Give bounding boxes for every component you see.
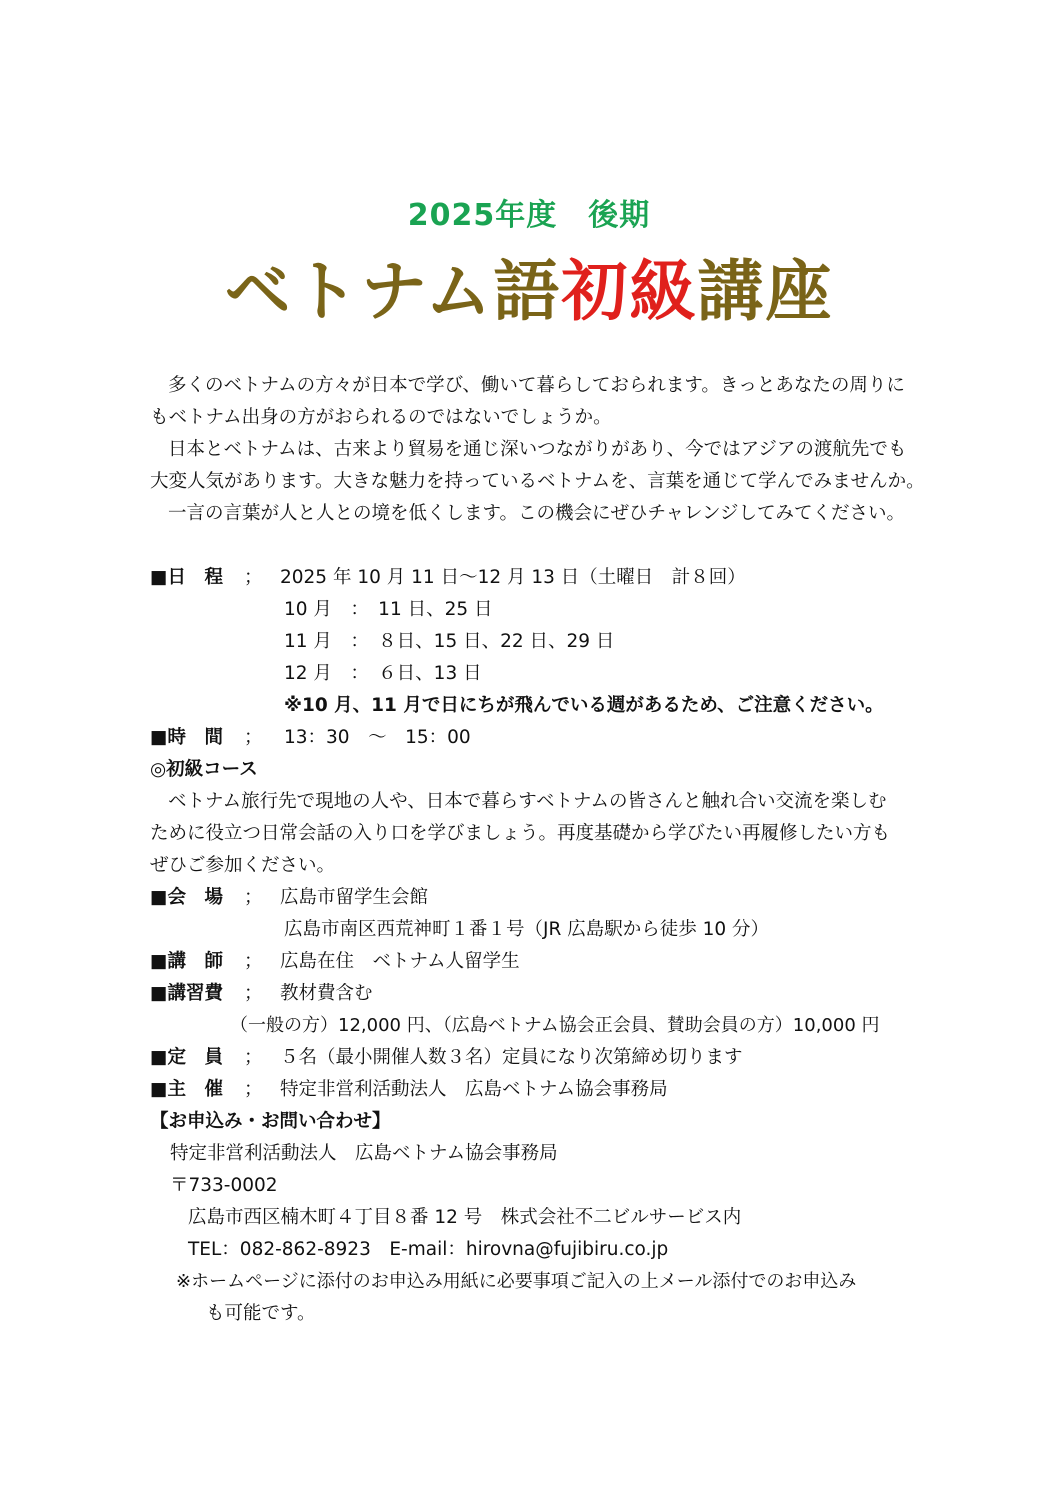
contact-heading: 【お申込み・お問い合わせ】 [150, 1111, 391, 1132]
title-part-level: 初級 [561, 253, 698, 330]
fee-label: ■講習費 [150, 983, 223, 1004]
contact-note-line1: ※ホームページに添付のお申込み用紙に必要事項ご記入の上メール添付でのお申込み [176, 1271, 857, 1292]
venue-label: ■会 場 [150, 887, 223, 908]
time-value: 13：30 ～ 15：00 [284, 727, 471, 748]
title-part-language: ベトナム語 [224, 253, 562, 330]
instructor-value: 広島在住 ベトナム人留学生 [280, 951, 520, 972]
capacity-separator: ； [244, 1047, 263, 1068]
instructor-label: ■講 師 [150, 951, 223, 972]
intro-p2-line1: 日本とベトナムは、古来より貿易を通じ深いつながりがあり、今ではアジアの渡航先でも [168, 439, 907, 460]
venue-value: 広島市留学生会館 [280, 887, 429, 908]
page-title [0, 252, 1058, 332]
contact-postal-code: 〒733-0002 [170, 1175, 278, 1196]
schedule-label: ■日 程 [150, 567, 223, 588]
fee-separator: ； [244, 983, 263, 1004]
capacity-label: ■定 員 [150, 1047, 223, 1068]
intro-p2-line2: 大変人気があります。大きな魅力を持っているベトナムを、言葉を通じて学んでみませんか。 [150, 471, 925, 492]
time-label: ■時 間 [150, 727, 223, 748]
instructor-separator: ； [244, 951, 263, 972]
schedule-separator: ； [244, 567, 263, 588]
organizer-label: ■主 催 [150, 1079, 223, 1100]
contact-tel-email: TEL：082-862-8923 E-mail：hirovna@fujibiru.co.jp [188, 1239, 669, 1260]
organizer-separator: ； [244, 1079, 263, 1100]
course-heading: ◎初級コース [150, 759, 258, 780]
fee-value: 教材費含む [280, 983, 373, 1004]
venue-address: 広島市南区西荒神町１番１号（JR 広島駅から徒歩 10 分） [284, 919, 769, 940]
course-line3: ぜひご参加ください。 [150, 855, 336, 876]
contact-note-line2: も可能です。 [206, 1303, 316, 1324]
intro-p3-line1: 一言の言葉が人と人との境を低くします。この機会にぜひチャレンジしてみてください。 [168, 503, 906, 524]
schedule-value: 2025 年 10 月 11 日～12 月 13 日（土曜日 計８回） [280, 567, 746, 588]
course-line2: ために役立つ日常会話の入り口を学びましょう。再度基礎から学びたい再履修したい方も [150, 823, 891, 844]
term-subtitle: 2025年度 後期 [407, 198, 651, 233]
intro-p1-line1: 多くのベトナムの方々が日本で学び、働いて暮らしておられます。きっとあなたの周りに [168, 375, 905, 396]
course-line1: ベトナム旅行先で現地の人や、日本で暮らすベトナムの皆さんと触れ合い交流を楽しむ [168, 791, 887, 812]
schedule-october: 10 月 ： 11 日、25 日 [284, 599, 493, 620]
title-part-course: 講座 [697, 253, 834, 330]
schedule-november: 11 月 ： ８日、15 日、22 日、29 日 [284, 631, 615, 652]
fee-detail: （一般の方）12,000 円、（広島ベトナム協会正会員、賛助会員の方）10,000 円 [230, 1015, 880, 1036]
contact-address: 広島市西区楠木町４丁目８番 12 号 株式会社不二ビルサービス内 [188, 1207, 742, 1228]
contact-organization: 特定非営利活動法人 広島ベトナム協会事務局 [170, 1143, 558, 1164]
intro-p1-line2: もベトナム出身の方がおられるのではないでしょうか。 [150, 407, 612, 428]
organizer-value: 特定非営利活動法人 広島ベトナム協会事務局 [280, 1079, 668, 1100]
schedule-note: ※10 月、11 月で日にちが飛んでいる週があるため、ご注意ください。 [284, 695, 884, 716]
schedule-december: 12 月 ： ６日、13 日 [284, 663, 482, 684]
time-separator: ； [244, 727, 263, 748]
capacity-value: ５名（最小開催人数３名）定員になり次第締め切ります [280, 1047, 743, 1068]
venue-separator: ； [244, 887, 263, 908]
